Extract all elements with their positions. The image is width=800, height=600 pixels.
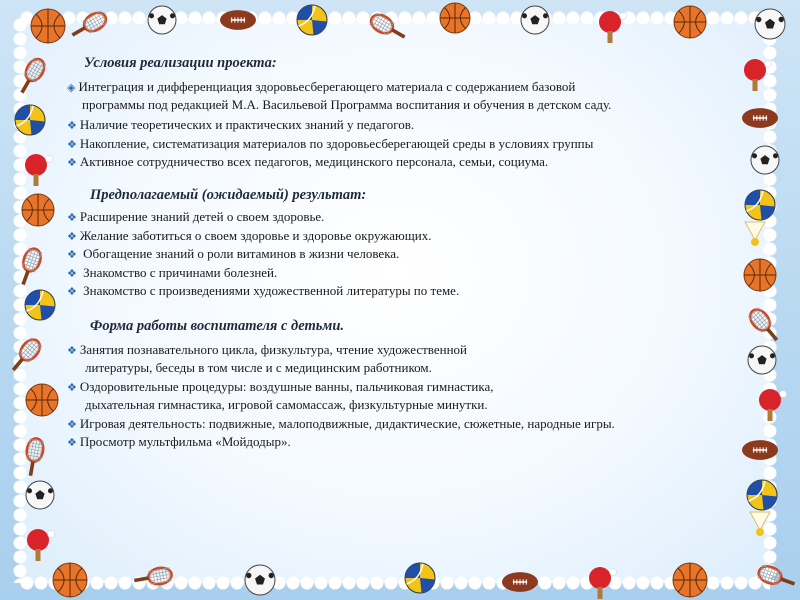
tennis-racket-icon	[756, 563, 797, 591]
soccer-ball-icon	[26, 481, 54, 509]
american-football-icon	[742, 108, 778, 128]
basketball-icon	[53, 563, 87, 597]
basketball-icon	[744, 259, 776, 291]
section2-item-4-text: Знакомство с причинами болезней.	[79, 265, 278, 280]
section3-item-2	[67, 379, 494, 396]
bullet-icon: ◈	[67, 82, 76, 94]
section2-item-5-text: Знакомство с произведениями художественной литературы по теме.	[79, 283, 460, 298]
section3-item-1	[67, 342, 467, 359]
ping-pong-paddle-icon	[25, 154, 53, 186]
tennis-racket-icon	[15, 246, 43, 287]
bullet-icon: ❖	[67, 419, 77, 431]
soccer-ball-icon	[755, 9, 785, 39]
section1-item-1-line-1: Интеграция и дифференциация здоровьесберегающего материала с содержанием базовой	[78, 79, 576, 94]
section3-item-1-line-1: Занятия познавательного цикла, физкультура, чтение художественной	[79, 342, 467, 357]
section1-item-4	[67, 154, 548, 171]
section1-item-2-text: Наличие теоретических и практических знаний у педагогов.	[79, 117, 415, 132]
tennis-racket-icon	[133, 566, 173, 589]
basketball-icon	[26, 384, 58, 416]
section3-item-4	[67, 434, 291, 451]
section3-item-1-line-2: литературы, беседы в том числе и с медицинским работником.	[85, 360, 432, 375]
section2-item-3-text: Обогащение знаний о роли витаминов в жизни человека.	[79, 246, 400, 261]
tennis-racket-icon	[746, 306, 783, 345]
bullet-icon: ❖	[67, 212, 77, 224]
bullet-icon: ❖	[67, 268, 77, 280]
volleyball-icon	[405, 563, 435, 593]
bullet-icon: ❖	[67, 120, 77, 132]
section1-item-4-text: Активное сотрудничество всех педагогов, медицинского персонала, семьи, социума.	[79, 154, 549, 169]
volleyball-icon	[297, 5, 327, 35]
section1-heading: Условия реализации проекта:	[84, 55, 277, 71]
volleyball-icon	[747, 480, 777, 510]
section1-item-3	[67, 136, 593, 153]
soccer-ball-icon	[245, 565, 275, 595]
section1-item-1-line-2: программы под редакцией М.А. Васильевой Программа воспитания и обучения в детском саду.	[82, 97, 612, 112]
section2-item-1-text: Расширение знаний детей о своем здоровье.	[79, 209, 325, 224]
american-football-icon	[502, 572, 538, 592]
bullet-icon: ❖	[67, 345, 77, 357]
section2-item-4	[67, 265, 277, 282]
ping-pong-paddle-icon	[599, 11, 627, 43]
ping-pong-paddle-icon	[759, 389, 787, 421]
bullet-icon: ❖	[67, 286, 77, 298]
section1-item-3-text: Накопление, систематизация материалов по здоровьесберегающей среды в условиях группы	[79, 136, 594, 151]
section2-heading: Предполагаемый (ожидаемый) результат:	[90, 187, 367, 203]
soccer-ball-icon	[748, 346, 776, 374]
badminton-shuttlecock-icon	[750, 512, 770, 536]
section1-item-1	[67, 79, 575, 96]
section2-item-2	[67, 228, 431, 245]
section3-item-3-text: Игровая деятельность: подвижные, малоподвижные, дидактические, сюжетные, народные игры.	[79, 416, 615, 431]
section2-item-5	[67, 283, 459, 300]
section3-heading: Форма работы воспитателя с детьми.	[90, 318, 345, 334]
section2-item-2-text: Желание заботиться о своем здоровье и здоровье окружающих.	[79, 228, 432, 243]
soccer-ball-icon	[751, 146, 779, 174]
section1-item-2	[67, 117, 414, 134]
tennis-racket-icon	[15, 56, 48, 97]
section3-item-4-text: Просмотр мультфильма «Мойдодыр».	[79, 434, 291, 449]
basketball-icon	[31, 9, 65, 43]
section2-item-1	[67, 209, 324, 226]
ping-pong-paddle-icon	[27, 529, 55, 561]
tennis-racket-icon	[22, 437, 45, 477]
bullet-icon: ❖	[67, 231, 77, 243]
soccer-ball-icon	[148, 6, 176, 34]
basketball-icon	[440, 3, 470, 33]
section3-item-3	[67, 416, 615, 433]
badminton-shuttlecock-icon	[745, 222, 765, 246]
volleyball-icon	[745, 190, 775, 220]
tennis-racket-icon	[68, 9, 109, 42]
volleyball-icon	[15, 105, 45, 135]
section3-item-2-line-1: Оздоровительные процедуры: воздушные ванны, пальчиковая гимнастика,	[79, 379, 494, 394]
bullet-icon: ❖	[67, 382, 77, 394]
soccer-ball-icon	[521, 6, 549, 34]
ping-pong-paddle-icon	[589, 567, 617, 599]
bullet-icon: ❖	[67, 139, 77, 151]
section2-item-3	[67, 246, 399, 263]
ping-pong-paddle-icon	[744, 59, 772, 91]
volleyball-icon	[25, 290, 55, 320]
basketball-icon	[673, 563, 707, 597]
bullet-icon: ❖	[67, 249, 77, 261]
basketball-icon	[674, 6, 706, 38]
american-football-icon	[742, 440, 778, 460]
american-football-icon	[220, 10, 256, 30]
basketball-icon	[22, 194, 54, 226]
bullet-icon: ❖	[67, 437, 77, 449]
tennis-racket-icon	[368, 11, 409, 44]
tennis-racket-icon	[7, 336, 44, 375]
bullet-icon: ❖	[67, 157, 77, 169]
section3-item-2-line-2: дыхательная гимнастика, игровой самомассаж, физкультурные минутки.	[85, 397, 488, 412]
